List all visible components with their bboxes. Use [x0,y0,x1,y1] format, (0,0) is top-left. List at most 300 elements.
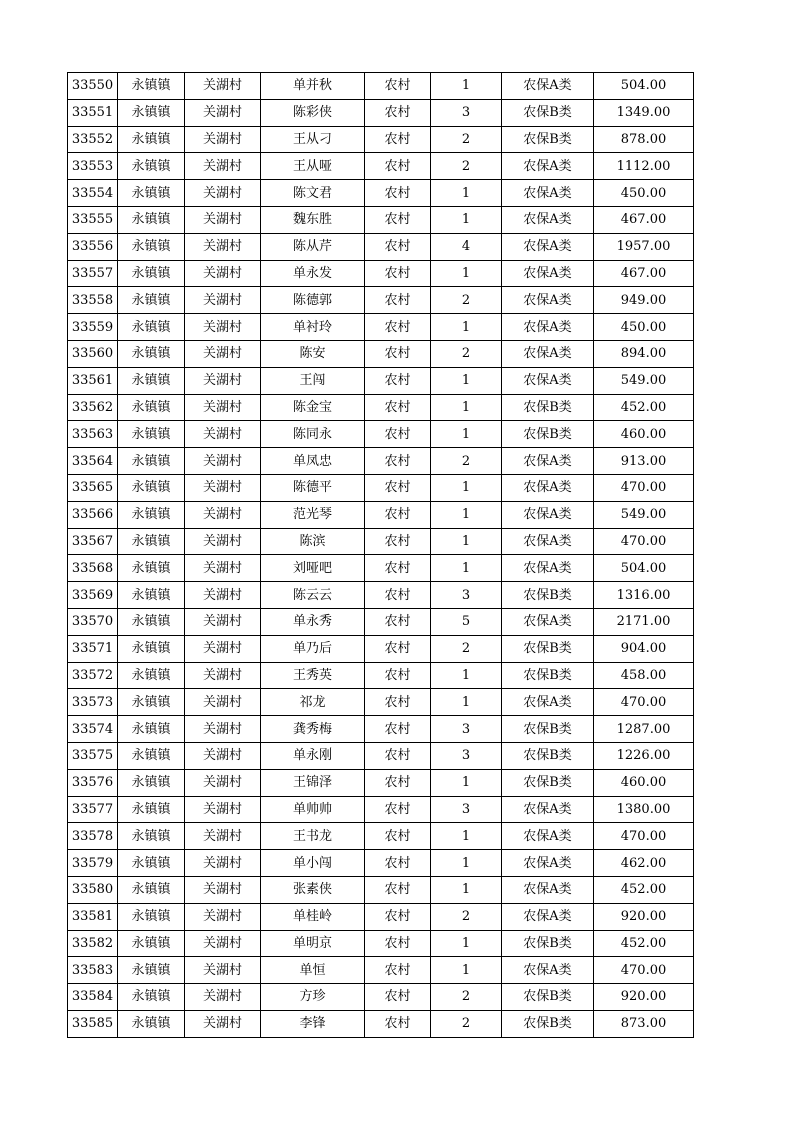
village-cell: 关湖村 [185,501,261,528]
household-type-cell: 农村 [365,850,431,877]
name-cell: 陈文君 [261,180,365,207]
person-count-cell: 1 [431,662,502,689]
category-cell: 农保B类 [502,126,594,153]
table-row [68,448,694,475]
amount-cell: 1957.00 [594,233,694,260]
category-cell: 农保B类 [502,99,594,126]
amount-cell: 894.00 [594,340,694,367]
town-cell: 永镇镇 [118,153,185,180]
town-cell: 永镇镇 [118,260,185,287]
village-cell: 关湖村 [185,367,261,394]
name-cell: 单永刚 [261,742,365,769]
village-cell: 关湖村 [185,930,261,957]
amount-cell: 504.00 [594,555,694,582]
person-count-cell: 1 [431,367,502,394]
town-cell: 永镇镇 [118,716,185,743]
table-row [68,394,694,421]
name-cell: 王秀英 [261,662,365,689]
name-cell: 方珍 [261,984,365,1011]
household-type-cell: 农村 [365,1010,431,1037]
village-cell: 关湖村 [185,287,261,314]
name-cell: 陈安 [261,340,365,367]
row-id-cell: 33564 [68,448,118,475]
amount-cell: 920.00 [594,984,694,1011]
person-count-cell: 1 [431,73,502,100]
category-cell: 农保A类 [502,314,594,341]
amount-cell: 1226.00 [594,742,694,769]
row-id-cell: 33569 [68,582,118,609]
category-cell: 农保A类 [502,153,594,180]
category-cell: 农保A类 [502,528,594,555]
row-id-cell: 33565 [68,474,118,501]
person-count-cell: 2 [431,126,502,153]
name-cell: 单永发 [261,260,365,287]
name-cell: 陈德郭 [261,287,365,314]
table-row [68,153,694,180]
category-cell: 农保B类 [502,582,594,609]
amount-cell: 878.00 [594,126,694,153]
town-cell: 永镇镇 [118,206,185,233]
category-cell: 农保A类 [502,796,594,823]
category-cell: 农保A类 [502,474,594,501]
amount-cell: 452.00 [594,876,694,903]
household-type-cell: 农村 [365,689,431,716]
amount-cell: 920.00 [594,903,694,930]
row-id-cell: 33550 [68,73,118,100]
row-id-cell: 33559 [68,314,118,341]
amount-cell: 470.00 [594,957,694,984]
person-count-cell: 1 [431,876,502,903]
table-row [68,180,694,207]
name-cell: 王从刁 [261,126,365,153]
table-row [68,930,694,957]
household-type-cell: 农村 [365,742,431,769]
row-id-cell: 33563 [68,421,118,448]
amount-cell: 460.00 [594,769,694,796]
table-row [68,314,694,341]
row-id-cell: 33572 [68,662,118,689]
name-cell: 陈金宝 [261,394,365,421]
person-count-cell: 4 [431,233,502,260]
village-cell: 关湖村 [185,608,261,635]
person-count-cell: 3 [431,742,502,769]
person-count-cell: 1 [431,769,502,796]
household-type-cell: 农村 [365,662,431,689]
village-cell: 关湖村 [185,957,261,984]
village-cell: 关湖村 [185,1010,261,1037]
name-cell: 单永秀 [261,608,365,635]
table-row [68,716,694,743]
row-id-cell: 33570 [68,608,118,635]
category-cell: 农保B类 [502,742,594,769]
category-cell: 农保A类 [502,206,594,233]
category-cell: 农保A类 [502,260,594,287]
village-cell: 关湖村 [185,126,261,153]
table-row [68,984,694,1011]
village-cell: 关湖村 [185,903,261,930]
village-cell: 关湖村 [185,635,261,662]
name-cell: 陈从芹 [261,233,365,260]
person-count-cell: 5 [431,608,502,635]
category-cell: 农保B类 [502,930,594,957]
household-type-cell: 农村 [365,126,431,153]
name-cell: 单凤忠 [261,448,365,475]
table-row [68,287,694,314]
town-cell: 永镇镇 [118,233,185,260]
person-count-cell: 3 [431,716,502,743]
person-count-cell: 2 [431,287,502,314]
household-type-cell: 农村 [365,314,431,341]
amount-cell: 904.00 [594,635,694,662]
person-count-cell: 2 [431,153,502,180]
person-count-cell: 1 [431,823,502,850]
amount-cell: 470.00 [594,474,694,501]
table-row [68,662,694,689]
amount-cell: 452.00 [594,394,694,421]
village-cell: 关湖村 [185,769,261,796]
row-id-cell: 33580 [68,876,118,903]
name-cell: 单衬玲 [261,314,365,341]
person-count-cell: 1 [431,930,502,957]
name-cell: 单并秋 [261,73,365,100]
name-cell: 王从哑 [261,153,365,180]
amount-cell: 913.00 [594,448,694,475]
name-cell: 单乃后 [261,635,365,662]
amount-cell: 1380.00 [594,796,694,823]
town-cell: 永镇镇 [118,876,185,903]
village-cell: 关湖村 [185,233,261,260]
amount-cell: 1349.00 [594,99,694,126]
town-cell: 永镇镇 [118,287,185,314]
household-type-cell: 农村 [365,73,431,100]
table-row [68,528,694,555]
category-cell: 农保B类 [502,984,594,1011]
row-id-cell: 33562 [68,394,118,421]
roster-table [67,72,694,1038]
town-cell: 永镇镇 [118,850,185,877]
table-row [68,823,694,850]
amount-cell: 2171.00 [594,608,694,635]
household-type-cell: 农村 [365,99,431,126]
amount-cell: 470.00 [594,528,694,555]
category-cell: 农保A类 [502,555,594,582]
row-id-cell: 33554 [68,180,118,207]
category-cell: 农保A类 [502,903,594,930]
household-type-cell: 农村 [365,421,431,448]
row-id-cell: 33573 [68,689,118,716]
amount-cell: 470.00 [594,823,694,850]
household-type-cell: 农村 [365,769,431,796]
person-count-cell: 2 [431,635,502,662]
category-cell: 农保A类 [502,180,594,207]
amount-cell: 549.00 [594,501,694,528]
row-id-cell: 33579 [68,850,118,877]
category-cell: 农保A类 [502,689,594,716]
amount-cell: 1112.00 [594,153,694,180]
household-type-cell: 农村 [365,957,431,984]
amount-cell: 462.00 [594,850,694,877]
row-id-cell: 33566 [68,501,118,528]
row-id-cell: 33585 [68,1010,118,1037]
row-id-cell: 33551 [68,99,118,126]
amount-cell: 873.00 [594,1010,694,1037]
village-cell: 关湖村 [185,153,261,180]
person-count-cell: 1 [431,260,502,287]
row-id-cell: 33556 [68,233,118,260]
table-row [68,608,694,635]
category-cell: 农保B类 [502,421,594,448]
name-cell: 单小闯 [261,850,365,877]
person-count-cell: 1 [431,394,502,421]
town-cell: 永镇镇 [118,689,185,716]
table-row [68,421,694,448]
row-id-cell: 33577 [68,796,118,823]
row-id-cell: 33575 [68,742,118,769]
person-count-cell: 1 [431,421,502,448]
town-cell: 永镇镇 [118,635,185,662]
household-type-cell: 农村 [365,340,431,367]
village-cell: 关湖村 [185,394,261,421]
amount-cell: 470.00 [594,689,694,716]
village-cell: 关湖村 [185,448,261,475]
category-cell: 农保B类 [502,394,594,421]
household-type-cell: 农村 [365,984,431,1011]
name-cell: 王锦泽 [261,769,365,796]
name-cell: 单明京 [261,930,365,957]
town-cell: 永镇镇 [118,448,185,475]
table-row [68,796,694,823]
amount-cell: 467.00 [594,206,694,233]
row-id-cell: 33567 [68,528,118,555]
category-cell: 农保A类 [502,448,594,475]
table-row [68,501,694,528]
table-row [68,769,694,796]
table-row [68,742,694,769]
household-type-cell: 农村 [365,394,431,421]
town-cell: 永镇镇 [118,99,185,126]
name-cell: 王书龙 [261,823,365,850]
household-type-cell: 农村 [365,930,431,957]
table-row [68,903,694,930]
table-row [68,99,694,126]
village-cell: 关湖村 [185,823,261,850]
person-count-cell: 1 [431,957,502,984]
table-row [68,876,694,903]
row-id-cell: 33582 [68,930,118,957]
name-cell: 单帅帅 [261,796,365,823]
person-count-cell: 1 [431,314,502,341]
roster-body [68,73,694,1038]
household-type-cell: 农村 [365,796,431,823]
person-count-cell: 2 [431,984,502,1011]
village-cell: 关湖村 [185,73,261,100]
household-type-cell: 农村 [365,260,431,287]
village-cell: 关湖村 [185,876,261,903]
name-cell: 单桂岭 [261,903,365,930]
person-count-cell: 1 [431,850,502,877]
town-cell: 永镇镇 [118,314,185,341]
name-cell: 魏东胜 [261,206,365,233]
household-type-cell: 农村 [365,608,431,635]
table-row [68,850,694,877]
town-cell: 永镇镇 [118,421,185,448]
row-id-cell: 33552 [68,126,118,153]
person-count-cell: 3 [431,99,502,126]
town-cell: 永镇镇 [118,769,185,796]
person-count-cell: 1 [431,501,502,528]
name-cell: 陈云云 [261,582,365,609]
name-cell: 陈彩侠 [261,99,365,126]
amount-cell: 1316.00 [594,582,694,609]
town-cell: 永镇镇 [118,957,185,984]
amount-cell: 450.00 [594,180,694,207]
village-cell: 关湖村 [185,742,261,769]
table-row [68,555,694,582]
household-type-cell: 农村 [365,233,431,260]
town-cell: 永镇镇 [118,930,185,957]
town-cell: 永镇镇 [118,555,185,582]
village-cell: 关湖村 [185,206,261,233]
village-cell: 关湖村 [185,716,261,743]
category-cell: 农保B类 [502,1010,594,1037]
name-cell: 王闯 [261,367,365,394]
category-cell: 农保A类 [502,233,594,260]
table-row [68,260,694,287]
category-cell: 农保B类 [502,662,594,689]
household-type-cell: 农村 [365,153,431,180]
household-type-cell: 农村 [365,206,431,233]
household-type-cell: 农村 [365,528,431,555]
table-row [68,126,694,153]
table-row [68,582,694,609]
table-row [68,1010,694,1037]
amount-cell: 450.00 [594,314,694,341]
row-id-cell: 33583 [68,957,118,984]
person-count-cell: 1 [431,689,502,716]
household-type-cell: 农村 [365,876,431,903]
amount-cell: 549.00 [594,367,694,394]
amount-cell: 949.00 [594,287,694,314]
category-cell: 农保A类 [502,608,594,635]
amount-cell: 504.00 [594,73,694,100]
person-count-cell: 1 [431,555,502,582]
category-cell: 农保A类 [502,340,594,367]
town-cell: 永镇镇 [118,340,185,367]
person-count-cell: 2 [431,903,502,930]
town-cell: 永镇镇 [118,823,185,850]
row-id-cell: 33560 [68,340,118,367]
category-cell: 农保A类 [502,823,594,850]
category-cell: 农保B类 [502,769,594,796]
row-id-cell: 33557 [68,260,118,287]
row-id-cell: 33576 [68,769,118,796]
table-row [68,73,694,100]
town-cell: 永镇镇 [118,662,185,689]
table-row [68,689,694,716]
town-cell: 永镇镇 [118,582,185,609]
town-cell: 永镇镇 [118,126,185,153]
village-cell: 关湖村 [185,421,261,448]
town-cell: 永镇镇 [118,608,185,635]
category-cell: 农保A类 [502,367,594,394]
person-count-cell: 3 [431,796,502,823]
name-cell: 陈滨 [261,528,365,555]
table-row [68,233,694,260]
row-id-cell: 33571 [68,635,118,662]
household-type-cell: 农村 [365,367,431,394]
town-cell: 永镇镇 [118,73,185,100]
table-row [68,367,694,394]
table-row [68,957,694,984]
village-cell: 关湖村 [185,850,261,877]
town-cell: 永镇镇 [118,474,185,501]
village-cell: 关湖村 [185,99,261,126]
category-cell: 农保A类 [502,876,594,903]
table-row [68,206,694,233]
household-type-cell: 农村 [365,635,431,662]
household-type-cell: 农村 [365,716,431,743]
table-row [68,474,694,501]
town-cell: 永镇镇 [118,501,185,528]
town-cell: 永镇镇 [118,180,185,207]
household-type-cell: 农村 [365,448,431,475]
name-cell: 陈德平 [261,474,365,501]
name-cell: 龚秀梅 [261,716,365,743]
household-type-cell: 农村 [365,823,431,850]
household-type-cell: 农村 [365,903,431,930]
village-cell: 关湖村 [185,984,261,1011]
row-id-cell: 33584 [68,984,118,1011]
household-type-cell: 农村 [365,474,431,501]
village-cell: 关湖村 [185,180,261,207]
name-cell: 张素侠 [261,876,365,903]
category-cell: 农保B类 [502,716,594,743]
name-cell: 李锋 [261,1010,365,1037]
village-cell: 关湖村 [185,555,261,582]
village-cell: 关湖村 [185,689,261,716]
town-cell: 永镇镇 [118,528,185,555]
household-type-cell: 农村 [365,287,431,314]
town-cell: 永镇镇 [118,903,185,930]
town-cell: 永镇镇 [118,742,185,769]
person-count-cell: 1 [431,206,502,233]
amount-cell: 458.00 [594,662,694,689]
category-cell: 农保A类 [502,501,594,528]
category-cell: 农保A类 [502,287,594,314]
table-row [68,340,694,367]
person-count-cell: 1 [431,474,502,501]
name-cell: 范光琴 [261,501,365,528]
town-cell: 永镇镇 [118,394,185,421]
category-cell: 农保A类 [502,850,594,877]
town-cell: 永镇镇 [118,1010,185,1037]
name-cell: 祁龙 [261,689,365,716]
name-cell: 刘哑吧 [261,555,365,582]
row-id-cell: 33568 [68,555,118,582]
village-cell: 关湖村 [185,796,261,823]
village-cell: 关湖村 [185,260,261,287]
village-cell: 关湖村 [185,582,261,609]
village-cell: 关湖村 [185,474,261,501]
household-type-cell: 农村 [365,501,431,528]
town-cell: 永镇镇 [118,367,185,394]
row-id-cell: 33578 [68,823,118,850]
village-cell: 关湖村 [185,314,261,341]
row-id-cell: 33574 [68,716,118,743]
amount-cell: 452.00 [594,930,694,957]
person-count-cell: 2 [431,340,502,367]
town-cell: 永镇镇 [118,796,185,823]
